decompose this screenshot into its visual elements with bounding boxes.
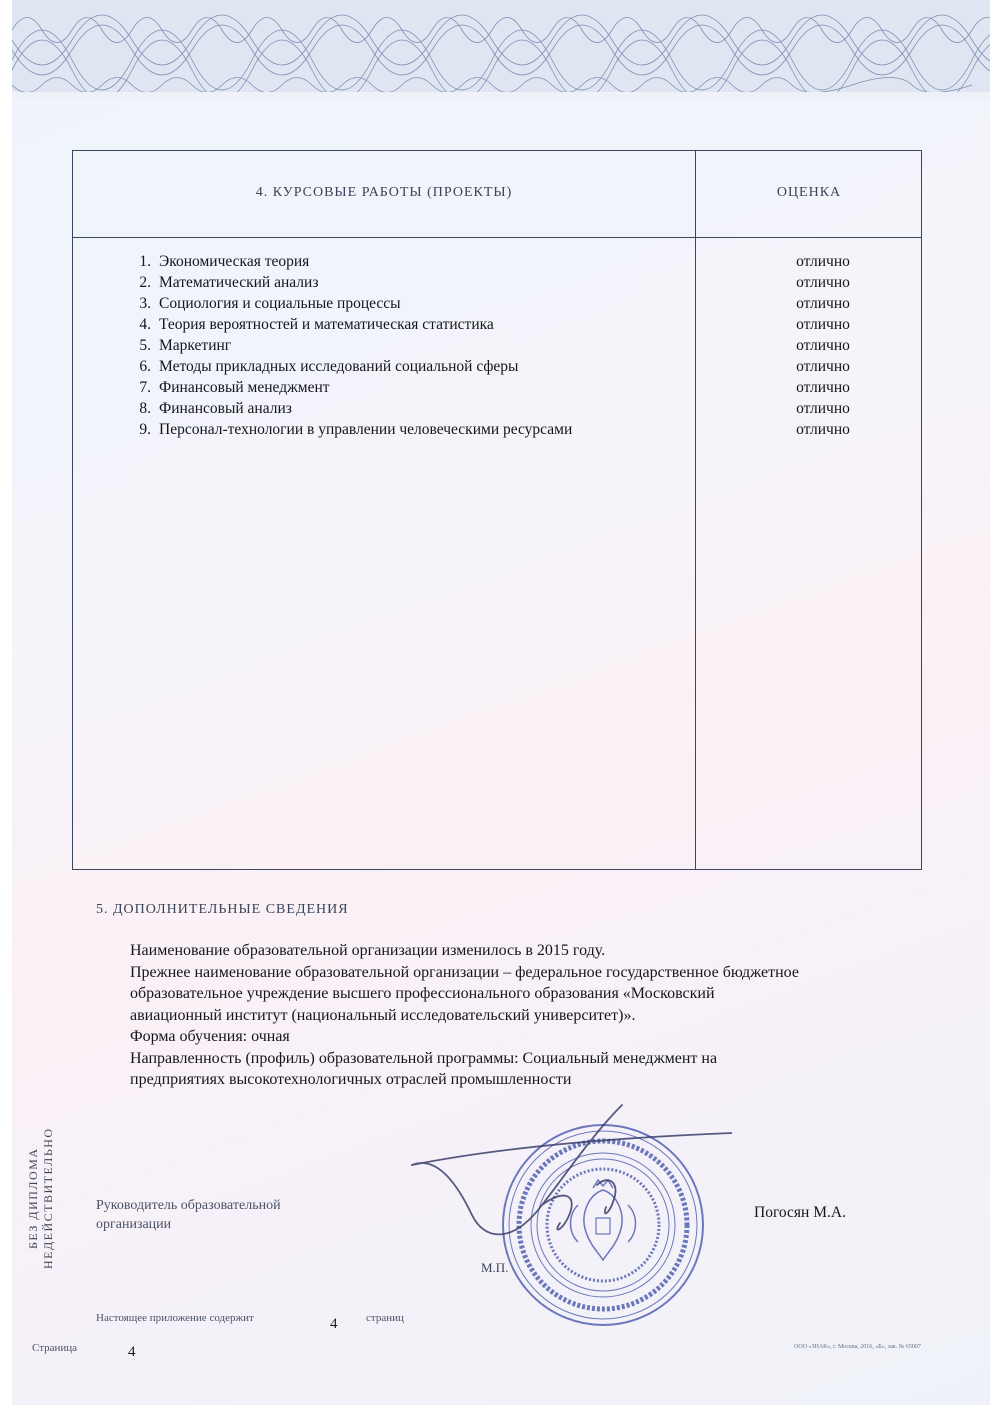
course-title: Финансовый анализ xyxy=(159,400,292,417)
stamp-place-label: М.П. xyxy=(481,1260,509,1275)
grade-list xyxy=(763,251,883,440)
course-title: Персонал-технологии в управлении человеческими ресурсами xyxy=(159,421,573,438)
course-title: Финансовый менеджмент xyxy=(159,379,330,396)
course-row xyxy=(121,377,572,398)
course-number: 5. xyxy=(139,337,151,354)
course-row xyxy=(121,293,572,314)
course-grade: отлично xyxy=(796,295,850,312)
head-label-line: организации xyxy=(96,1217,172,1232)
course-row xyxy=(121,356,572,377)
course-number: 8. xyxy=(139,400,151,417)
pages-count-suffix: страниц xyxy=(366,1312,404,1324)
course-number: 1. xyxy=(139,253,151,270)
course-row xyxy=(121,314,572,335)
head-label-line: Руководитель образовательной xyxy=(96,1198,281,1213)
handwritten-signature xyxy=(392,1095,732,1265)
grade-header: ОЦЕНКА xyxy=(776,185,842,200)
pages-count-value: 4 xyxy=(330,1316,338,1332)
coursework-header: 4. КУРСОВЫЕ РАБОТЫ (ПРОЕКТЫ) xyxy=(255,185,513,200)
page-label: Страница xyxy=(32,1342,78,1354)
diploma-supplement-page xyxy=(12,0,990,1405)
coursework-table xyxy=(72,150,922,870)
course-grade: отлично xyxy=(796,316,850,333)
invalid-without-diploma-note: БЕЗ ДИПЛОМА НЕДЕЙСТВИТЕЛЬНО xyxy=(26,1127,55,1269)
course-row xyxy=(121,398,572,419)
course-number: 4. xyxy=(139,316,151,333)
pages-count-label: Настоящее приложение содержит xyxy=(96,1312,254,1324)
additional-info-line: предприятиях высокотехнологичных отраслей промышленности xyxy=(130,1071,572,1088)
course-list xyxy=(121,251,572,440)
header-divider xyxy=(73,237,921,238)
course-grade: отлично xyxy=(796,421,850,438)
course-title: Математический анализ xyxy=(159,274,319,291)
course-title: Экономическая теория xyxy=(159,253,310,270)
course-row xyxy=(121,272,572,293)
course-row xyxy=(121,335,572,356)
head-of-organization-name: Погосян М.А. xyxy=(754,1204,846,1221)
course-number: 2. xyxy=(139,274,151,291)
column-divider xyxy=(695,151,696,869)
guilloche-border-pattern xyxy=(12,0,990,100)
course-grade: отлично xyxy=(796,400,850,417)
additional-info-line: Направленность (профиль) образовательной программы: Социальный менеджмент на xyxy=(130,1049,718,1067)
additional-info-line: авиационный институт (национальный исследовательский университет)». xyxy=(130,1006,636,1024)
additional-info-body xyxy=(130,940,930,1091)
course-number: 6. xyxy=(139,358,151,375)
additional-info-heading: 5. ДОПОЛНИТЕЛЬНЫЕ СВЕДЕНИЯ xyxy=(96,902,349,917)
course-row xyxy=(121,419,572,440)
head-of-organization-label xyxy=(96,1196,281,1234)
printer-imprint: ООО «ЗНАК», г. Москва, 2016, «Б», зак. № 65007 xyxy=(794,1344,921,1350)
additional-info-line: Форма обучения: очная xyxy=(130,1028,290,1045)
course-grade: отлично xyxy=(796,253,850,270)
course-title: Теория вероятностей и математическая статистика xyxy=(159,316,494,333)
page-number: 4 xyxy=(128,1344,136,1360)
course-number: 3. xyxy=(139,295,151,312)
course-title: Методы прикладных исследований социальной сферы xyxy=(159,358,519,375)
additional-info-line: образовательное учреждение высшего профессионального образования «Московский xyxy=(130,985,715,1002)
additional-info-line: Прежнее наименование образовательной организации – федеральное государственное бюджетное xyxy=(130,963,799,981)
course-grade: отлично xyxy=(796,337,850,354)
course-title: Социология и социальные процессы xyxy=(159,295,401,312)
course-row xyxy=(121,251,572,272)
course-number: 9. xyxy=(139,421,151,438)
course-grade: отлично xyxy=(796,379,850,396)
course-number: 7. xyxy=(139,379,151,396)
course-title: Маркетинг xyxy=(159,337,232,354)
course-grade: отлично xyxy=(796,358,850,375)
course-grade: отлично xyxy=(796,274,850,291)
additional-info-line: Наименование образовательной организации изменилось в 2015 году. xyxy=(130,942,606,959)
